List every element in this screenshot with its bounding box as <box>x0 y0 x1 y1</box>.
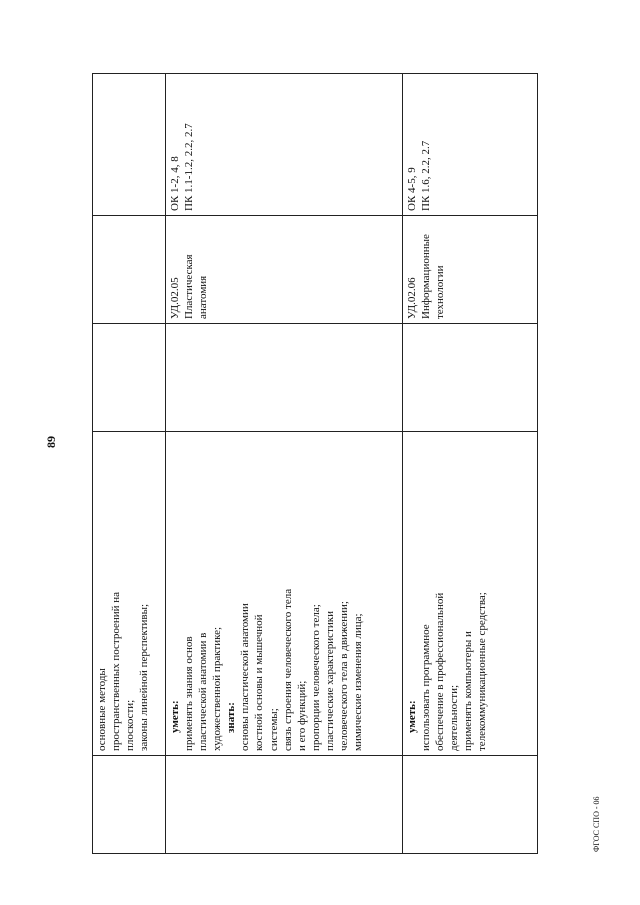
text-line: плоскости; <box>124 699 137 751</box>
know-label: знать: <box>225 702 238 733</box>
page-number: 89 <box>44 436 58 448</box>
table-cell-empty <box>166 324 403 432</box>
competency-table <box>92 73 538 854</box>
table-cell-discipline: УД.02.05 Пластическая анатомия <box>166 216 403 324</box>
skill-label: уметь: <box>169 700 181 733</box>
text-line: деятельности; <box>448 684 461 751</box>
table-cell-discipline: УД.02.06 Информационные технологии <box>403 216 538 324</box>
text-line: и его функций; <box>295 680 308 751</box>
text-line: связь строения человеческого тела <box>281 588 294 751</box>
text-line: пластической анатомии в <box>197 632 210 751</box>
text-line: пространственных построений на <box>110 591 123 751</box>
table-row <box>93 74 166 854</box>
text-line: пластические характеристики <box>323 611 336 751</box>
table-row <box>403 74 538 854</box>
table-cell-empty <box>93 756 166 854</box>
table-cell-competences: ОК 1-2, 4, 8 ПК 1.1-1.2, 2.2, 2.7 <box>166 74 403 216</box>
text-line: законы линейной перспективы; <box>138 603 151 751</box>
text-line: мимические изменения лица; <box>352 613 365 751</box>
footer-code: ФГОС СПО - 06 <box>592 796 601 852</box>
text-line: применять знания основ <box>183 636 196 751</box>
text-line: обеспечение в профессиональной <box>434 592 447 751</box>
text-line: использовать программное <box>420 624 433 751</box>
table-row <box>166 74 403 854</box>
text-line: человеческого тела в движении; <box>337 601 350 751</box>
table-cell-content <box>403 432 538 756</box>
text-line: костной основы и мышечной <box>253 614 266 751</box>
text-line: художественной практике; <box>211 626 224 751</box>
rotated-table-container <box>92 74 542 854</box>
table-cell-empty <box>166 756 403 854</box>
table-cell-content <box>93 432 166 756</box>
skill-label: уметь: <box>406 700 418 733</box>
table-cell-empty <box>403 756 538 854</box>
text-line: основные методы <box>96 668 108 751</box>
table-cell-empty <box>93 324 166 432</box>
text-line: основы пластической анатомии <box>239 603 252 751</box>
text-line: системы; <box>267 708 280 751</box>
table-cell-content <box>166 432 403 756</box>
text-line: применять компьютеры и <box>462 631 475 751</box>
table-cell-empty <box>93 74 166 216</box>
table-cell-empty <box>403 324 538 432</box>
text-line: телекоммуникационные средства; <box>476 592 489 751</box>
table-cell-competences: ОК 4-5, 9 ПК 1.6, 2.2, 2.7 <box>403 74 538 216</box>
text-line: пропорции человеческого тела; <box>309 604 322 751</box>
table-cell-empty <box>93 216 166 324</box>
